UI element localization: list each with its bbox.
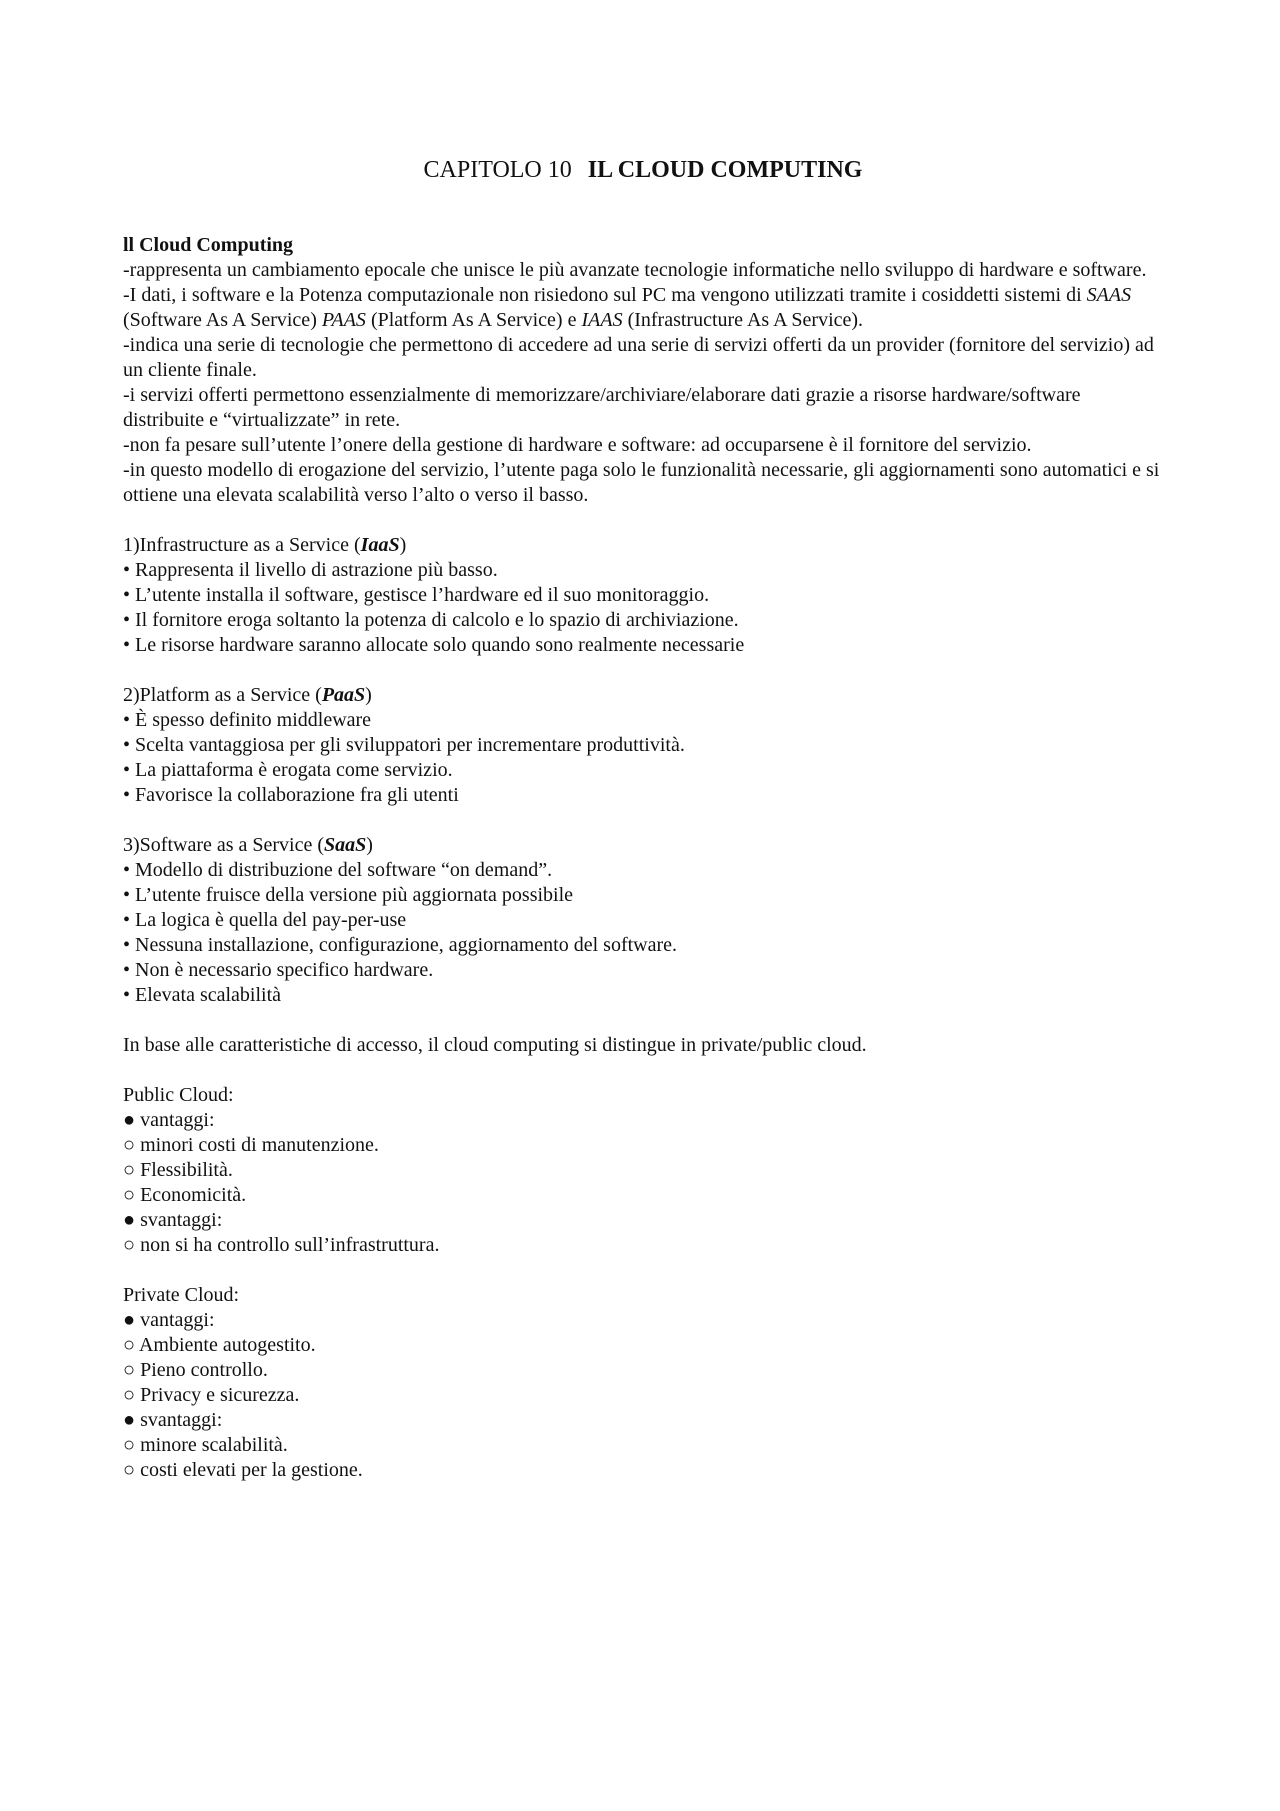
iaas-heading bbox=[123, 533, 1163, 558]
chapter-number: CAPITOLO 10 bbox=[423, 157, 572, 183]
intro-heading: ll Cloud Computing bbox=[123, 234, 294, 256]
paas-item: • Scelta vantaggiosa per gli sviluppatori per incrementare produttività. bbox=[123, 734, 685, 756]
saas-item: • Elevata scalabilità bbox=[123, 984, 282, 1006]
spacer bbox=[123, 508, 1163, 533]
spacer bbox=[123, 658, 1163, 683]
saas-item: • L’utente fruisce della versione più aggiornata possibile bbox=[123, 884, 574, 906]
paas-heading-abbr: PaaS bbox=[321, 684, 366, 706]
spacer bbox=[123, 808, 1163, 833]
public-cloud-heading: Public Cloud: bbox=[123, 1084, 234, 1106]
iaas-item: • Le risorse hardware saranno allocate solo quando sono realmente necessarie bbox=[123, 634, 745, 656]
saas-heading bbox=[123, 833, 1163, 858]
private-cloud-line: ○ Pieno controllo. bbox=[123, 1359, 268, 1381]
access-sentence: In base alle caratteristiche di accesso, il cloud computing si distingue in private/public cloud. bbox=[123, 1034, 867, 1056]
paas-item: • La piattaforma è erogata come servizio. bbox=[123, 759, 453, 781]
document-body bbox=[123, 233, 1163, 1483]
public-cloud-line: ○ non si ha controllo sull’infrastruttura. bbox=[123, 1234, 440, 1256]
private-cloud-line: ○ Privacy e sicurezza. bbox=[123, 1384, 300, 1406]
intro-paragraph-3: -indica una serie di tecnologie che permettono di accedere ad una serie di servizi offerti da un provider (fornitore del servizio) ad un cliente finale. bbox=[123, 334, 1154, 381]
intro-paragraph-5: -non fa pesare sull’utente l’onere della gestione di hardware e software: ad occuparsene è il fornitore del servizio. bbox=[123, 434, 1032, 456]
saas-item: • Non è necessario specifico hardware. bbox=[123, 959, 434, 981]
saas-item: • Modello di distribuzione del software “on demand”. bbox=[123, 859, 553, 881]
saas-item: • Nessuna installazione, configurazione, aggiornamento del software. bbox=[123, 934, 678, 956]
saas-full: (Software As A Service) bbox=[123, 309, 317, 331]
paas-abbr: PAAS bbox=[321, 309, 366, 331]
spacer bbox=[123, 1258, 1163, 1283]
iaas-full: (Infrastructure As A Service). bbox=[627, 309, 864, 331]
spacer bbox=[123, 1058, 1163, 1083]
iaas-heading-prefix: 1)Infrastructure as a Service ( bbox=[123, 534, 361, 556]
intro-p2-text: -I dati, i software e la Potenza computazionale non risiedono sul PC ma vengono utilizzati tramite i cosiddetti sistemi di bbox=[123, 284, 1082, 306]
private-cloud-heading: Private Cloud: bbox=[123, 1284, 240, 1306]
saas-heading-prefix: 3)Software as a Service ( bbox=[123, 834, 325, 856]
private-cloud-line: ○ Ambiente autogestito. bbox=[123, 1334, 316, 1356]
public-cloud-line: ○ minori costi di manutenzione. bbox=[123, 1134, 379, 1156]
public-cloud-line: ● svantaggi: bbox=[123, 1209, 223, 1231]
chapter-title bbox=[123, 155, 1163, 185]
paas-heading-prefix: 2)Platform as a Service ( bbox=[123, 684, 322, 706]
iaas-heading-suffix: ) bbox=[399, 534, 407, 556]
paas-heading bbox=[123, 683, 1163, 708]
private-cloud-line: ● vantaggi: bbox=[123, 1309, 215, 1331]
spacer bbox=[123, 1008, 1163, 1033]
paas-heading-suffix: ) bbox=[365, 684, 372, 706]
iaas-item: • Il fornitore eroga soltanto la potenza di calcolo e lo spazio di archiviazione. bbox=[123, 609, 739, 631]
iaas-item: • Rappresenta il livello di astrazione più basso. bbox=[123, 559, 498, 581]
iaas-heading-abbr: IaaS bbox=[360, 534, 400, 556]
intro-paragraph-6: -in questo modello di erogazione del servizio, l’utente paga solo le funzionalità necessarie, gli aggiornamenti sono automatici e si ottiene una elevata scalabilità verso l’alto o verso il basso. bbox=[123, 459, 1160, 506]
private-cloud-line: ● svantaggi: bbox=[123, 1409, 223, 1431]
paas-full: (Platform As A Service) e bbox=[370, 309, 577, 331]
saas-abbr: SAAS bbox=[1086, 284, 1132, 306]
saas-heading-suffix: ) bbox=[366, 834, 373, 856]
iaas-abbr: IAAS bbox=[581, 309, 623, 331]
public-cloud-line: ○ Flessibilità. bbox=[123, 1159, 233, 1181]
intro-paragraph-2 bbox=[123, 283, 1163, 333]
public-cloud-line: ● vantaggi: bbox=[123, 1109, 215, 1131]
saas-heading-abbr: SaaS bbox=[324, 834, 367, 856]
intro-paragraph-4: -i servizi offerti permettono essenzialmente di memorizzare/archiviare/elaborare dati grazie a risorse hardware/software distribuite e “virtualizzate” in rete. bbox=[123, 384, 1081, 431]
private-cloud-line: ○ costi elevati per la gestione. bbox=[123, 1459, 363, 1481]
chapter-name: IL CLOUD COMPUTING bbox=[587, 157, 863, 183]
public-cloud-line: ○ Economicità. bbox=[123, 1184, 247, 1206]
intro-paragraph-1: -rappresenta un cambiamento epocale che unisce le più avanzate tecnologie informatiche nello sviluppo di hardware e software. bbox=[123, 259, 1147, 281]
paas-item: • È spesso definito middleware bbox=[123, 709, 372, 731]
private-cloud-line: ○ minore scalabilità. bbox=[123, 1434, 288, 1456]
saas-item: • La logica è quella del pay-per-use bbox=[123, 909, 407, 931]
paas-item: • Favorisce la collaborazione fra gli utenti bbox=[123, 784, 459, 806]
iaas-item: • L’utente installa il software, gestisce l’hardware ed il suo monitoraggio. bbox=[123, 584, 710, 606]
